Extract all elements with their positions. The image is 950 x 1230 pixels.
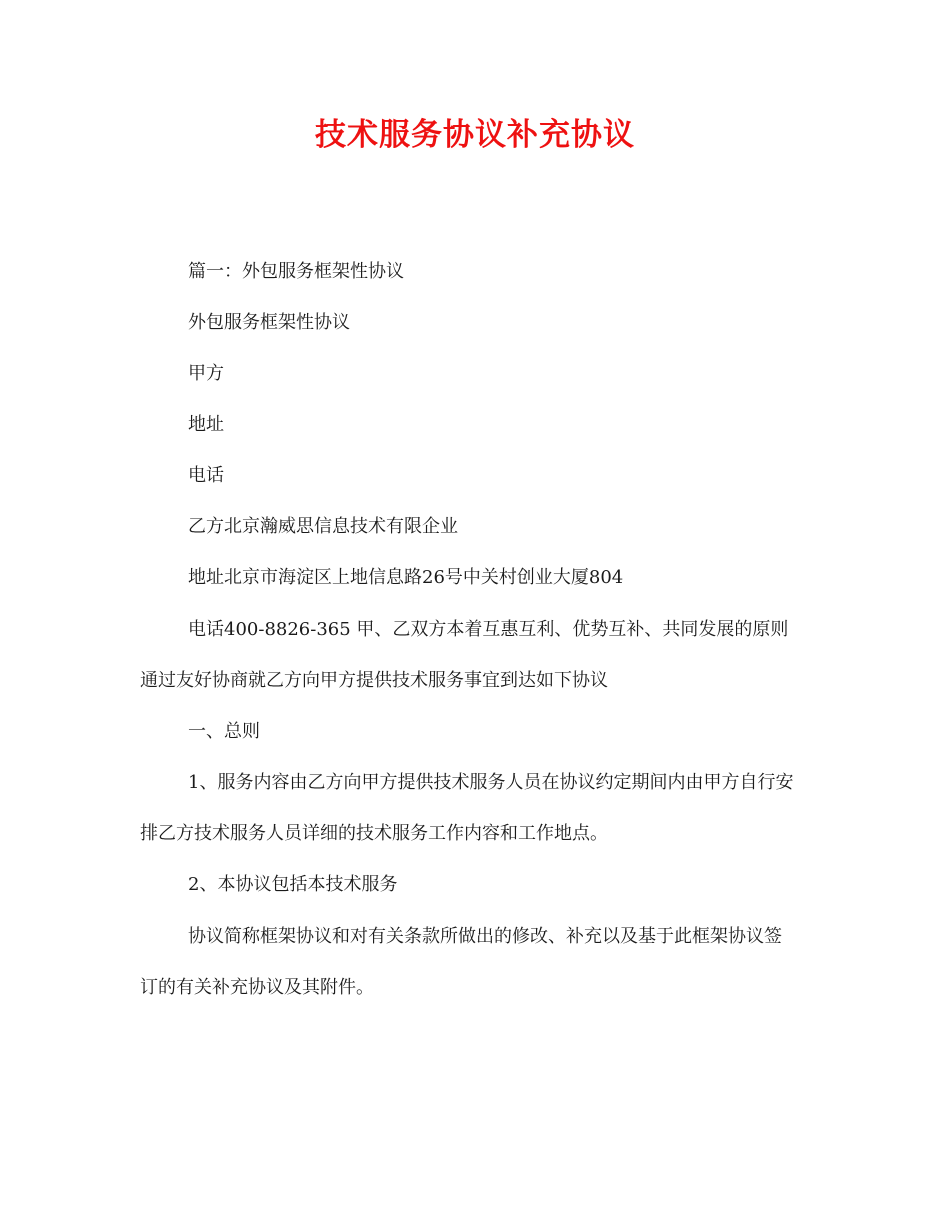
paragraph-clause-2: 2、本协议包括本技术服务 — [188, 874, 398, 895]
paragraph-party-b-phone: 电话400-8826-365 甲、乙双方本着互惠互利、优势互补、共同发展的原则 — [188, 619, 789, 640]
paragraph-section-heading: 篇一：外包服务框架性协议 — [188, 261, 404, 282]
paragraph-party-b-address: 地址北京市海淀区上地信息路26号中关村创业大厦804 — [188, 567, 624, 588]
paragraph-clause-2-detail-cont: 订的有关补充协议及其附件。 — [140, 977, 374, 998]
paragraph-agreement-name: 外包服务框架性协议 — [188, 312, 350, 333]
paragraph-agreement-intro-cont: 通过友好协商就乙方向甲方提供技术服务事宜到达如下协议 — [140, 670, 608, 691]
paragraph-party-a-address: 地址 — [188, 414, 224, 435]
paragraph-clause-1-cont: 排乙方技术服务人员详细的技术服务工作内容和工作地点。 — [140, 823, 608, 844]
paragraph-general-heading: 一、总则 — [188, 721, 260, 742]
paragraph-party-a: 甲方 — [188, 363, 224, 384]
document-title: 技术服务协议补充协议 — [315, 117, 635, 153]
paragraph-party-b: 乙方北京瀚威思信息技术有限企业 — [188, 516, 458, 537]
paragraph-party-a-phone: 电话 — [188, 465, 224, 486]
paragraph-clause-1: 1、服务内容由乙方向甲方提供技术服务人员在协议约定期间内由甲方自行安 — [188, 772, 794, 793]
paragraph-clause-2-detail: 协议简称框架协议和对有关条款所做出的修改、补充以及基于此框架协议签 — [188, 926, 782, 947]
